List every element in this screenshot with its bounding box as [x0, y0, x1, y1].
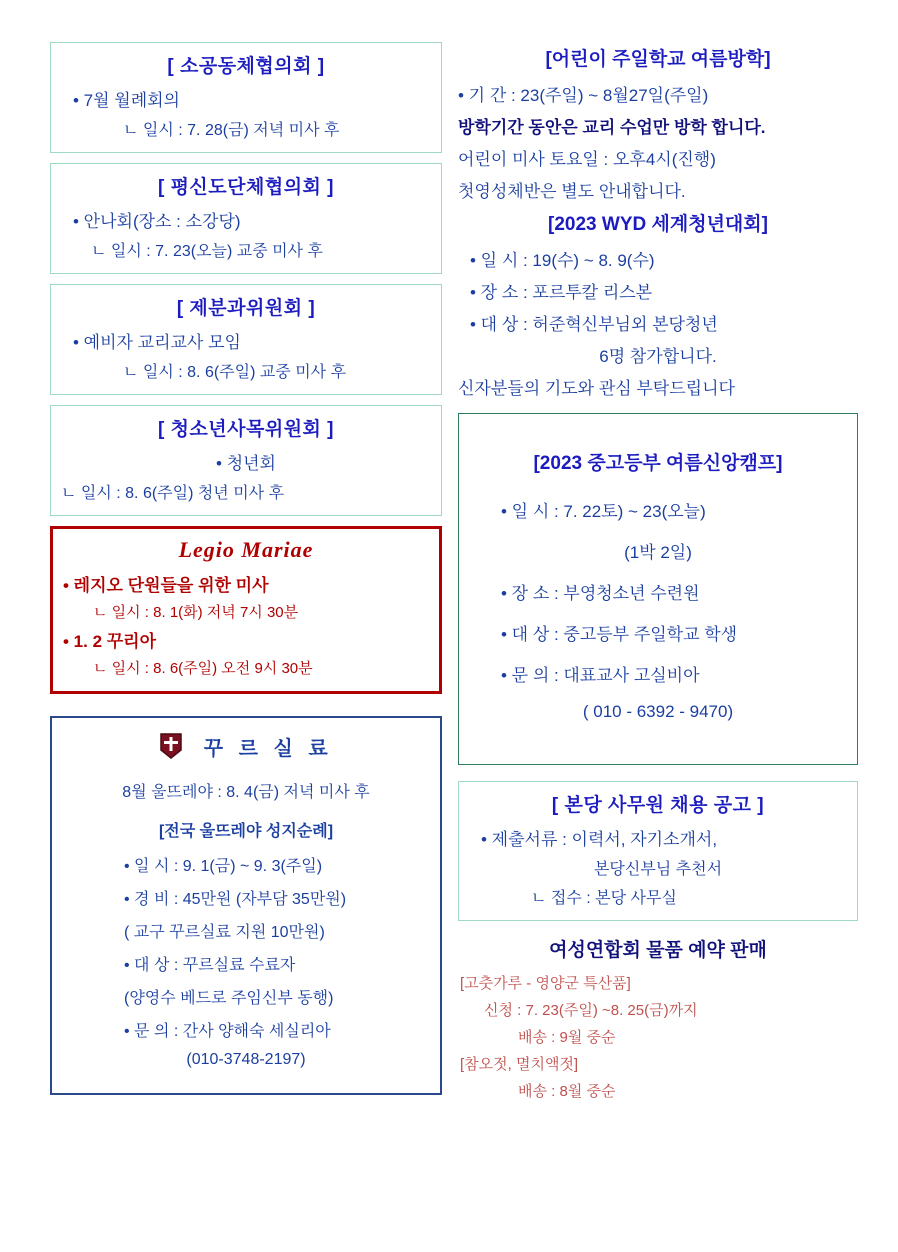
laity-council-box: [50, 163, 442, 274]
sale-item-1-order: 신청 : 7. 23(주일) ~8. 25(금)까지: [484, 1002, 698, 1019]
laity-council-title: [ 평신도단체협의회 ]: [157, 177, 335, 198]
legio-title: Legio Mariae: [178, 537, 314, 562]
sale-item-1-delivery: 배송 : 9월 중순: [518, 1029, 616, 1046]
youth-committee-title: [ 청소년사목위원회 ]: [157, 419, 335, 440]
small-communities-detail: ㄴ 일시 : 7. 28(금) 저녁 미사 후: [123, 122, 340, 139]
wyd-target: • 대 상 : 허준혁신부님외 본당청년: [470, 315, 718, 334]
wyd-prayer-request: 신자분들의 기도와 관심 부탁드립니다: [458, 379, 735, 398]
cursillo-cost-note: ( 교구 꾸르실료 지원 10만원): [124, 924, 325, 941]
summer-school-note: 방학기간 동안은 교리 수업만 방학 합니다.: [458, 118, 766, 137]
cursillo-title-row: [62, 732, 430, 765]
summer-camp-duration: (1박 2일): [624, 543, 692, 562]
summer-camp-box: [458, 413, 858, 765]
cursillo-ultreya: 8월 울뜨레야 : 8. 4(금) 저녁 미사 후: [122, 784, 370, 801]
summer-camp-place: • 장 소 : 부영청소년 수련원: [501, 584, 700, 603]
hiring-box: [458, 781, 858, 921]
sale-item-2-delivery: 배송 : 8월 중순: [518, 1083, 616, 1100]
wyd-place: • 장 소 : 포르투칼 리스본: [470, 283, 653, 302]
summer-school-period: • 기 간 : 23(주일) ~ 8월27일(주일): [458, 86, 709, 105]
summer-camp-date: • 일 시 : 7. 22토) ~ 23(오늘): [501, 502, 706, 521]
catechumen-committee-detail: ㄴ 일시 : 8. 6(주일) 교중 미사 후: [123, 364, 347, 381]
cursillo-pilgrimage-title: [전국 울뜨레야 성지순례]: [158, 823, 334, 840]
cursillo-crest-icon: [159, 733, 183, 765]
summer-camp-target: • 대 상 : 중고등부 주일학교 학생: [501, 625, 738, 644]
cursillo-target: • 대 상 : 꾸르실료 수료자: [124, 957, 296, 974]
cursillo-contact: • 문 의 : 간사 양해숙 세실리아: [124, 1023, 331, 1040]
youth-committee-detail: ㄴ 일시 : 8. 6(주일) 청년 미사 후: [61, 485, 285, 502]
summer-camp-contact: • 문 의 : 대표교사 고실비아: [501, 666, 700, 685]
sale-title: 여성연합회 물품 예약 판매: [549, 940, 767, 961]
hiring-submission: ㄴ 접수 : 본당 사무실: [531, 890, 677, 907]
sale-block: [458, 935, 858, 1101]
catechumen-committee-title: [ 제분과위원회 ]: [176, 298, 316, 319]
youth-committee-box: [50, 405, 442, 516]
summer-camp-phone: ( 010 - 6392 - 9470): [582, 702, 734, 721]
sale-item-1: [고춧가루 - 영양군 특산품]: [460, 975, 631, 992]
wyd-target-note: 6명 참가합니다.: [599, 347, 717, 366]
cursillo-cost: • 경 비 : 45만원 (자부담 35만원): [124, 891, 347, 908]
legio-item-2: • 1. 2 꾸리아: [63, 632, 157, 651]
cursillo-phone: (010-3748-2197): [186, 1051, 306, 1068]
small-communities-box: [50, 42, 442, 153]
sale-item-2: [참오젓, 멸치액젓]: [460, 1056, 579, 1073]
legio-item-2-detail: ㄴ 일시 : 8. 6(주일) 오전 9시 30분: [93, 660, 313, 677]
hiring-recommendation: 본당신부님 추천서: [593, 861, 723, 878]
legio-item-1-detail: ㄴ 일시 : 8. 1(화) 저녁 7시 30분: [93, 604, 299, 621]
cursillo-title-text: 꾸 르 실 료: [203, 738, 333, 760]
cursillo-date: • 일 시 : 9. 1(금) ~ 9. 3(주일): [124, 858, 323, 875]
youth-committee-item: • 청년회: [216, 454, 276, 473]
hiring-title: [ 본당 사무원 채용 공고 ]: [551, 795, 765, 816]
wyd-title: [2023 WYD 세계청년대회]: [548, 214, 768, 235]
small-communities-item: • 7월 월례회의: [73, 91, 180, 110]
catechumen-committee-box: [50, 284, 442, 395]
summer-camp-title: [2023 중고등부 여름신앙캠프]: [533, 453, 783, 474]
summer-school-title: [어린이 주일학교 여름방학]: [545, 49, 771, 70]
summer-school-block: [458, 44, 858, 202]
summer-school-mass: 어린이 미사 토요일 : 오후4시(진행): [458, 150, 716, 169]
cursillo-target-note: (양영수 베드로 주임신부 동행): [124, 990, 334, 1007]
wyd-date: • 일 시 : 19(수) ~ 8. 9(수): [470, 251, 655, 270]
catechumen-committee-item: • 예비자 교리교사 모임: [73, 333, 241, 352]
legio-mariae-box: [50, 526, 442, 694]
laity-council-item: • 안나회(장소 : 소강당): [73, 212, 241, 231]
wyd-block: [458, 209, 858, 399]
hiring-documents: • 제출서류 : 이력서, 자기소개서,: [481, 830, 718, 849]
legio-item-1: • 레지오 단원들을 위한 미사: [63, 576, 269, 595]
left-column: [50, 42, 442, 1095]
summer-school-first-communion: 첫영성체반은 별도 안내합니다.: [458, 182, 686, 201]
right-column: [458, 42, 858, 1107]
small-communities-title: [ 소공동체협의회 ]: [167, 56, 325, 77]
laity-council-detail: ㄴ 일시 : 7. 23(오늘) 교중 미사 후: [91, 243, 323, 260]
cursillo-box: [50, 716, 442, 1095]
